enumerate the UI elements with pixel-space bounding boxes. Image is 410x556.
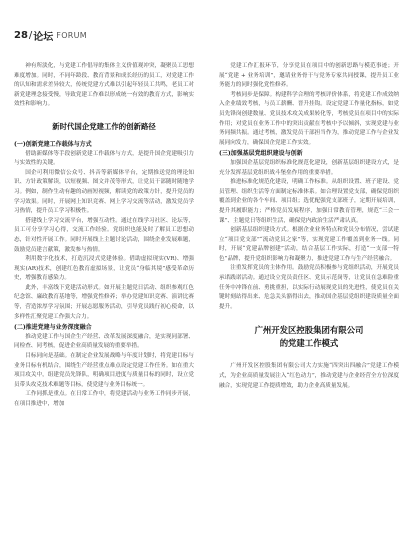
- case-heading: [219, 324, 399, 350]
- subheading: (二)推进党建与业务深度融合: [14, 324, 92, 332]
- paragraph: 创新基层组织建设方式。根据企业业务特点和党员分布情况，尝试建立“项目党支部”“流动党员之家”等，实现党建工作覆盖到业务一线。同时，开展“党建品牌创建”活动，结合基层工作实际，打造“一支部一特色”品牌，提升党组织影响力和凝聚力，推进党建工作与生产经营融合。: [219, 227, 399, 262]
- section-subtitle: FORUM: [56, 30, 88, 40]
- paragraph: 加强国企基层党组织标准化规范化建设，创新基层组织建设方式，是充分发挥基层党组织战斗堡垒作用的重要举措。: [219, 159, 399, 176]
- paragraph: 推动党建工作与国企生产经营、改革发展深度融合，是实现同部署、同检查、同考核，促进企业高质量发展的重要举措。: [14, 333, 194, 350]
- page-number: 28: [14, 29, 28, 41]
- subheading: (一)创新党建工作载体与方式: [14, 140, 92, 148]
- paragraph: 借助新媒体等手段创新党建工作载体与方式，是提升国企党建吸引力与实效性的关键。: [14, 150, 194, 167]
- paragraph: 目标同向是基础。在制定企业发展战略与年度计划时，将党建目标与业务目标有机结合，围绕生产经营重点难点设定党建工作任务。如在重大项目攻关中，组建党员先锋队，明确项目进度与质量目标的同时，设立党员带头攻克技术难题等目标，使党建与业务目标统一。: [14, 353, 194, 388]
- paragraph: 注重发挥党员的主体作用。鼓励党员积极参与党组织活动，开展党员承诺践诺活动。通过设立党员责任区、党员示范岗等，让党员在急难险重任务中冲锋在前、勇挑重担，以实际行动展现党员的先进性，使党员在关键时刻站得出来、危急关头豁得出去，推动国企基层党组织建设质量全面提升。: [219, 265, 399, 310]
- paragraph: 广州开发区控股集团有限公司大力实施“四突出四融合”党建工作模式，为企业高质量发展注入“红色动力”，推动党建与企业经营全方位深度融合，实现党建工作提质增效，助力企业高质量发展。: [219, 363, 399, 389]
- paragraph: 推进标准化规范化建设，明确工作标准。从组织设置、班子建设、党员管理、组织生活等方面制定标准体系。如合理设置党支部，确保党组织覆盖到企业的各个车间、项目组；选优配强党支部班子，定期开展培训，提升其履职能力；严格党员发展程序，加强日常教育管理，规范“三会一课”、主题党日等组织生活，确保党内政治生活严肃认真。: [219, 179, 399, 224]
- case-heading-line: 的党建工作模式: [279, 338, 339, 349]
- paragraph: 搭建线上学习交流平台，增强互动性。通过在线学习社区、论坛等，员工可分享学习心得，交流工作经验。党组织也能及时了解员工思想动态，针对性开展工作。同时开展线上主题讨论活动，围绕企业发展难题，鼓励党员建言献策，激发参与热情。: [14, 217, 194, 253]
- section-title: 论坛: [33, 31, 54, 43]
- paragraph: 神有所淡化，与党建工作倡导的集体主义价值观冲突，凝聚员工思想难度增加。同时，不同年龄段、教育背景和成长经历的员工，对党建工作的认知和需求差异较大，传统党建方式难以引起年轻员工共鸣，老员工对新党建理念接受慢，导致党建工作难以形成统一有效的教育方式，影响实效性和影响力。: [14, 63, 194, 108]
- header-divider: /: [28, 29, 33, 41]
- paragraph: 利用数字化技术，打造沉浸式党建体验。借助虚拟现实(VR)、增强现实(AR)技术，创建红色教育虚拟场景，让党员“身临其境”感受革命历史，增强教育感染力。: [14, 256, 194, 282]
- paragraph: 党建工作汇报环节，分享党员在项目中的创新思路与模范事迹；开展“党建 + 业务培训”，邀请业务骨干与党务专家共同授课，提升员工业务能力的同时强化党性修养。: [219, 63, 399, 89]
- page-header: [14, 24, 396, 46]
- left-column: [14, 62, 194, 410]
- case-heading-line: 广州开发区控股集团有限公司: [254, 325, 364, 336]
- paragraph: 工作同抓是重点。在日常工作中，将党建活动与业务工作同步开展，在项目推进中，增加: [14, 391, 194, 407]
- paragraph: 此外，丰富线下党建活动形式。如开展主题党日活动、组织参观红色纪念馆、廉政教育基地等，增强党性修养；举办党建知识竞赛、演讲比赛等，营造浓厚学习氛围；开展志愿服务活动，引导党员践行初心使命，以多样性汇聚党建工作强大合力。: [14, 284, 194, 320]
- subheading: (三)加强基层党组织建设与创新: [219, 150, 303, 158]
- section-heading: 新时代国企党建工作的创新路径: [52, 121, 156, 131]
- paragraph: 国企可利用微信公众号、抖音等新媒体平台，定期推送党的理论知识、方针政策解读，以短视频、图文并茂等形式，让党员干部随时随地学习。例如，制作生动有趣的动画短视频，解读党的政策方针，提升党员的学习效果。同时，开展网上知识竞赛、网上学习交流等活动，激发党员学习热情，提升员工学习积极性。: [14, 169, 194, 215]
- paragraph: 考核同步是保障。构建科学合理的考核评价体系，将党建工作成效纳入企业绩效考核，与员工薪酬、晋升挂钩。设定党建工作量化指标，如党员先锋岗创建数量、党员技术攻关成果转化等，考核党员在项目中的实际作用；对党员在业务工作中的突出贡献在考核中予以倾斜，实现党建与业务同频共振。通过考核，激发党员干部担当作为，推动党建工作与企业发展同向发力，确保国企党建工作实效。: [219, 91, 399, 146]
- right-column: [219, 62, 399, 391]
